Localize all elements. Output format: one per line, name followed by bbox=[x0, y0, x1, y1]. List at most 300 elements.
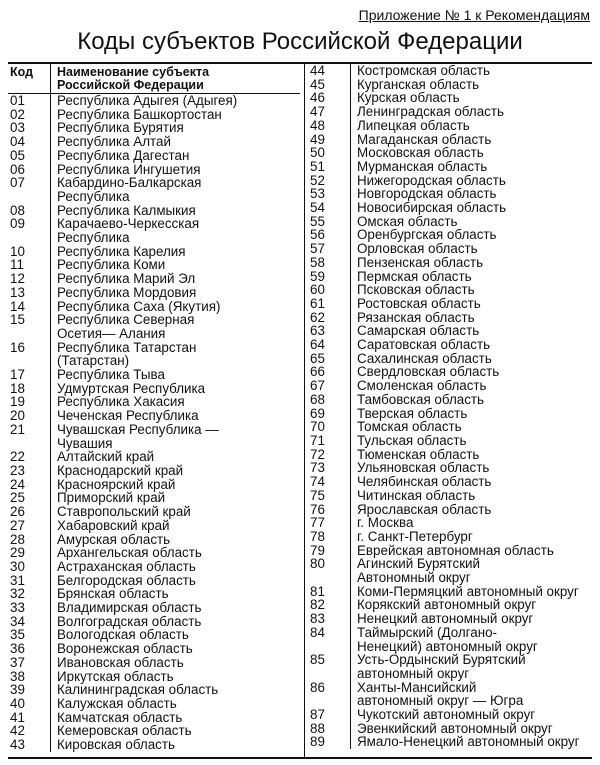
table-row bbox=[308, 393, 590, 407]
table-row bbox=[8, 217, 300, 244]
table-row bbox=[308, 78, 590, 92]
region-name bbox=[351, 187, 590, 201]
region-code: 34 bbox=[8, 615, 51, 629]
region-name-line: Усть-Ордынский Бурятский bbox=[357, 652, 526, 668]
table-row bbox=[8, 670, 300, 684]
region-code: 48 bbox=[308, 119, 351, 133]
region-name-line: Чувашия bbox=[57, 435, 113, 451]
table-row bbox=[8, 94, 300, 108]
table-row bbox=[308, 105, 590, 119]
region-name bbox=[51, 313, 300, 340]
region-name bbox=[351, 105, 590, 119]
region-name bbox=[51, 258, 300, 272]
region-name bbox=[51, 615, 300, 629]
table-row bbox=[308, 530, 590, 544]
region-name bbox=[351, 708, 590, 722]
region-name bbox=[51, 642, 300, 656]
region-code: 32 bbox=[8, 587, 51, 601]
region-name bbox=[51, 450, 300, 464]
region-name bbox=[351, 283, 590, 297]
region-name bbox=[51, 176, 300, 203]
region-name bbox=[351, 78, 590, 92]
region-code: 51 bbox=[308, 160, 351, 174]
table-row bbox=[308, 544, 590, 558]
region-name-line: Псковская область bbox=[357, 282, 475, 298]
region-code: 04 bbox=[8, 135, 51, 149]
region-name-line: Московская область bbox=[357, 145, 484, 161]
table-row bbox=[308, 598, 590, 612]
region-name bbox=[51, 94, 300, 108]
region-name-line: Еврейская автономная область bbox=[357, 542, 554, 558]
region-name-line: Воронежская область bbox=[57, 641, 193, 657]
region-name-line: Костромская область bbox=[357, 63, 491, 78]
region-name-line: Республика Башкортостан bbox=[57, 106, 222, 122]
table-row bbox=[8, 341, 300, 368]
appendix-label: Приложение № 1 к Рекомендациям bbox=[358, 7, 590, 23]
table-row bbox=[308, 489, 590, 503]
header-name bbox=[51, 64, 300, 93]
region-code: 35 bbox=[8, 628, 51, 642]
region-code: 86 bbox=[308, 681, 351, 708]
region-name bbox=[351, 64, 590, 78]
table-body-left bbox=[8, 94, 300, 752]
region-code: 30 bbox=[8, 560, 51, 574]
region-code: 45 bbox=[308, 78, 351, 92]
table-row bbox=[308, 585, 590, 599]
region-name bbox=[51, 574, 300, 588]
table-row bbox=[8, 368, 300, 382]
region-name bbox=[351, 544, 590, 558]
region-name-line: Ставропольский край bbox=[57, 504, 191, 520]
region-name-line: Республика Бурятия bbox=[57, 120, 184, 136]
region-name-line: Агинский Бурятский bbox=[357, 556, 481, 572]
region-code: 17 bbox=[8, 368, 51, 382]
region-name-line: Астраханская область bbox=[57, 558, 196, 574]
region-name-line: Эвенкийский автономный округ bbox=[357, 720, 553, 736]
region-code: 07 bbox=[8, 176, 51, 203]
region-name-line: Калининградская область bbox=[57, 682, 219, 698]
region-name bbox=[51, 683, 300, 697]
region-code: 58 bbox=[308, 256, 351, 270]
table-row bbox=[8, 642, 300, 656]
region-name bbox=[351, 448, 590, 462]
region-code: 05 bbox=[8, 149, 51, 163]
table-row bbox=[308, 735, 590, 749]
table-row bbox=[308, 352, 590, 366]
region-name bbox=[351, 626, 590, 653]
region-name bbox=[351, 297, 590, 311]
region-code: 55 bbox=[308, 215, 351, 229]
table-row bbox=[308, 324, 590, 338]
region-name-line: автономный округ — Югра bbox=[357, 693, 524, 709]
region-name-line: Республика Калмыкия bbox=[57, 202, 196, 218]
table-row bbox=[8, 409, 300, 423]
table-row bbox=[308, 201, 590, 215]
region-name-line: Республика Хакасия bbox=[57, 394, 185, 410]
region-code: 80 bbox=[308, 557, 351, 584]
table-row bbox=[308, 215, 590, 229]
region-name-line: Республика Марий Эл bbox=[57, 271, 196, 287]
region-code: 19 bbox=[8, 395, 51, 409]
table-row bbox=[308, 119, 590, 133]
region-name-line: Ульяновская область bbox=[357, 460, 490, 476]
region-name bbox=[351, 324, 590, 338]
region-code: 10 bbox=[8, 245, 51, 259]
region-name-line: Республика bbox=[57, 230, 130, 246]
region-name bbox=[51, 546, 300, 560]
region-name-line: Сахалинская область bbox=[357, 350, 492, 366]
region-code: 25 bbox=[8, 491, 51, 505]
table-row bbox=[308, 503, 590, 517]
region-code: 40 bbox=[8, 697, 51, 711]
region-name-line: (Татарстан) bbox=[57, 353, 130, 369]
region-code: 26 bbox=[8, 505, 51, 519]
region-code: 68 bbox=[308, 393, 351, 407]
region-name bbox=[351, 557, 590, 584]
region-name-line: г. Санкт-Петербург bbox=[357, 528, 473, 544]
region-name-line: Иркутская область bbox=[57, 668, 174, 684]
table-row bbox=[308, 91, 590, 105]
region-name bbox=[351, 365, 590, 379]
table-row bbox=[308, 283, 590, 297]
region-name bbox=[51, 272, 300, 286]
region-name bbox=[51, 423, 300, 450]
region-code: 23 bbox=[8, 464, 51, 478]
table-row bbox=[308, 708, 590, 722]
table-row bbox=[308, 407, 590, 421]
region-name bbox=[51, 300, 300, 314]
region-name bbox=[51, 464, 300, 478]
table-row bbox=[308, 270, 590, 284]
region-name bbox=[351, 653, 590, 680]
region-name-line: Рязанская область bbox=[357, 309, 475, 325]
table-row bbox=[8, 697, 300, 711]
table-row bbox=[8, 491, 300, 505]
table-row bbox=[308, 160, 590, 174]
table-row bbox=[308, 228, 590, 242]
region-code: 27 bbox=[8, 519, 51, 533]
table-row bbox=[308, 338, 590, 352]
table-row bbox=[8, 108, 300, 122]
region-name-line: Республика Мордовия bbox=[57, 284, 197, 300]
table-row bbox=[8, 519, 300, 533]
region-name bbox=[51, 724, 300, 738]
region-code: 03 bbox=[8, 121, 51, 135]
table-row bbox=[308, 475, 590, 489]
region-code: 15 bbox=[8, 313, 51, 340]
region-name bbox=[351, 201, 590, 215]
table-row bbox=[308, 461, 590, 475]
region-name-line: Республика Коми bbox=[57, 257, 166, 273]
region-code: 11 bbox=[8, 258, 51, 272]
region-name bbox=[51, 341, 300, 368]
table-row bbox=[8, 163, 300, 177]
table-row bbox=[8, 135, 300, 149]
table-row bbox=[8, 560, 300, 574]
region-name bbox=[351, 91, 590, 105]
table-row bbox=[308, 681, 590, 708]
table-row bbox=[308, 379, 590, 393]
table-row bbox=[8, 313, 300, 340]
region-name-line: Корякский автономный округ bbox=[357, 597, 537, 613]
table-left-column bbox=[8, 64, 300, 752]
region-name-line: Удмуртская Республика bbox=[57, 380, 206, 396]
table-row bbox=[308, 146, 590, 160]
region-name bbox=[51, 245, 300, 259]
header-code: Код bbox=[8, 64, 51, 93]
table-row bbox=[8, 656, 300, 670]
region-code: 14 bbox=[8, 300, 51, 314]
region-name bbox=[351, 146, 590, 160]
region-name-line: Кемеровская область bbox=[57, 723, 192, 739]
region-code: 88 bbox=[308, 722, 351, 736]
region-name-line: Приморский край bbox=[57, 490, 166, 506]
region-name-line: Республика Ингушетия bbox=[57, 161, 201, 177]
region-name bbox=[351, 379, 590, 393]
region-name bbox=[351, 393, 590, 407]
region-code: 60 bbox=[308, 283, 351, 297]
region-name-line: Тверская область bbox=[357, 405, 468, 421]
region-name-line: Самарская область bbox=[357, 323, 480, 339]
region-code: 53 bbox=[308, 187, 351, 201]
region-name bbox=[351, 338, 590, 352]
table-row bbox=[308, 365, 590, 379]
region-code: 29 bbox=[8, 546, 51, 560]
region-code: 57 bbox=[308, 242, 351, 256]
region-name-line: Архангельская область bbox=[57, 545, 202, 561]
region-name bbox=[51, 697, 300, 711]
region-code: 64 bbox=[308, 338, 351, 352]
region-name-line: Хабаровский край bbox=[57, 517, 170, 533]
region-name-line: Нижегородская область bbox=[357, 172, 506, 188]
region-code: 42 bbox=[8, 724, 51, 738]
region-name bbox=[351, 228, 590, 242]
table-row bbox=[8, 149, 300, 163]
region-code: 43 bbox=[8, 738, 51, 752]
region-name-line: Брянская область bbox=[57, 586, 169, 602]
region-name-line: Амурская область bbox=[57, 531, 171, 547]
region-name bbox=[351, 311, 590, 325]
region-name bbox=[351, 407, 590, 421]
region-name bbox=[51, 601, 300, 615]
region-name-line: Пензенская область bbox=[357, 254, 484, 270]
region-code: 67 bbox=[308, 379, 351, 393]
region-code: 31 bbox=[8, 574, 51, 588]
region-name bbox=[51, 204, 300, 218]
region-name bbox=[351, 598, 590, 612]
table-row bbox=[8, 478, 300, 492]
region-code: 89 bbox=[308, 735, 351, 749]
table-row bbox=[8, 286, 300, 300]
region-code: 59 bbox=[308, 270, 351, 284]
table-row bbox=[8, 258, 300, 272]
region-name-line: Республика bbox=[57, 188, 130, 204]
region-name bbox=[51, 560, 300, 574]
region-name-line: Красноярский край bbox=[57, 476, 176, 492]
region-code: 09 bbox=[8, 217, 51, 244]
table-row bbox=[308, 64, 590, 78]
region-code: 78 bbox=[308, 530, 351, 544]
region-name bbox=[51, 628, 300, 642]
region-code: 36 bbox=[8, 642, 51, 656]
region-name-line: Оренбургская область bbox=[357, 227, 497, 243]
page-title: Коды субъектов Российской Федерации bbox=[77, 28, 523, 55]
table-row bbox=[8, 546, 300, 560]
region-name-line: Чукотский автономный округ bbox=[357, 707, 536, 723]
region-name-line: Мурманская область bbox=[357, 158, 488, 174]
table-row bbox=[308, 133, 590, 147]
region-name-line: Осетия— Алания bbox=[57, 325, 166, 341]
region-name bbox=[51, 395, 300, 409]
region-name bbox=[51, 409, 300, 423]
table-row bbox=[308, 297, 590, 311]
region-name-line: Республика Северная bbox=[57, 312, 195, 328]
region-code: 85 bbox=[308, 653, 351, 680]
region-code: 44 bbox=[308, 64, 351, 78]
table-row bbox=[8, 574, 300, 588]
table-header bbox=[8, 64, 300, 94]
region-name-line: Калужская область bbox=[57, 695, 177, 711]
region-code: 87 bbox=[308, 708, 351, 722]
region-code: 62 bbox=[308, 311, 351, 325]
region-name-line: Автономный округ bbox=[357, 570, 471, 586]
region-name bbox=[51, 286, 300, 300]
region-code: 01 bbox=[8, 94, 51, 108]
region-name-line: Ростовская область bbox=[357, 295, 481, 311]
region-name-line: Смоленская область bbox=[357, 378, 487, 394]
region-name-line: Саратовская область bbox=[357, 337, 491, 353]
region-name-line: Республика Дагестан bbox=[57, 147, 190, 163]
region-name-line: Кабардино-Балкарская bbox=[57, 175, 202, 191]
table-row bbox=[8, 587, 300, 601]
table-row bbox=[8, 628, 300, 642]
table-row bbox=[308, 612, 590, 626]
table-row bbox=[8, 724, 300, 738]
table-row bbox=[8, 176, 300, 203]
region-name-line: Ямало-Ненецкий автономный округ bbox=[357, 734, 580, 750]
table-row bbox=[8, 683, 300, 697]
region-code: 81 bbox=[308, 585, 351, 599]
table-row bbox=[308, 626, 590, 653]
region-name bbox=[351, 215, 590, 229]
region-name bbox=[51, 491, 300, 505]
region-name-line: Ивановская область bbox=[57, 654, 184, 670]
region-name bbox=[51, 163, 300, 177]
table-row bbox=[308, 722, 590, 736]
region-code: 33 bbox=[8, 601, 51, 615]
table-row bbox=[8, 423, 300, 450]
region-name bbox=[351, 119, 590, 133]
region-code: 50 bbox=[308, 146, 351, 160]
region-name bbox=[351, 133, 590, 147]
region-name bbox=[51, 505, 300, 519]
header-name-line: Российской Федерации bbox=[57, 78, 204, 92]
region-name-line: Тюменская область bbox=[357, 446, 480, 462]
table-body-right bbox=[308, 64, 590, 749]
region-name bbox=[351, 489, 590, 503]
region-code: 52 bbox=[308, 174, 351, 188]
region-name bbox=[51, 670, 300, 684]
region-name bbox=[351, 503, 590, 517]
region-name bbox=[51, 711, 300, 725]
table-row bbox=[308, 653, 590, 680]
table-row bbox=[8, 505, 300, 519]
region-code: 61 bbox=[308, 297, 351, 311]
region-name-line: Карачаево-Черкесская bbox=[57, 216, 200, 232]
table-row bbox=[8, 615, 300, 629]
region-code: 84 bbox=[308, 626, 351, 653]
table-row bbox=[8, 450, 300, 464]
region-code: 77 bbox=[308, 516, 351, 530]
region-name-line: Новгородская область bbox=[357, 186, 497, 202]
table-row bbox=[8, 382, 300, 396]
table-row bbox=[308, 256, 590, 270]
region-name-line: Республика Татарстан bbox=[57, 339, 197, 355]
region-code: 79 bbox=[308, 544, 351, 558]
region-name bbox=[51, 149, 300, 163]
region-name-line: Орловская область bbox=[357, 241, 478, 257]
region-code: 76 bbox=[308, 503, 351, 517]
codes-table bbox=[8, 62, 592, 759]
table-row bbox=[8, 464, 300, 478]
region-code: 37 bbox=[8, 656, 51, 670]
region-name bbox=[51, 587, 300, 601]
region-code: 21 bbox=[8, 423, 51, 450]
region-name-line: Тульская область bbox=[357, 432, 467, 448]
region-name bbox=[351, 722, 590, 736]
region-code: 13 bbox=[8, 286, 51, 300]
column-divider bbox=[304, 64, 305, 757]
region-name bbox=[351, 242, 590, 256]
table-row bbox=[308, 187, 590, 201]
region-name bbox=[351, 174, 590, 188]
region-code: 22 bbox=[8, 450, 51, 464]
region-name-line: автономный округ bbox=[357, 665, 470, 681]
table-row bbox=[308, 420, 590, 434]
region-name-line: Ненецкий автономный округ bbox=[357, 611, 534, 627]
region-code: 72 bbox=[308, 448, 351, 462]
table-row bbox=[308, 311, 590, 325]
region-name-line: Республика Карелия bbox=[57, 243, 186, 259]
region-name bbox=[351, 475, 590, 489]
region-code: 82 bbox=[308, 598, 351, 612]
region-name bbox=[351, 461, 590, 475]
region-name-line: Республика Адыгея (Адыгея) bbox=[57, 93, 238, 108]
region-code: 24 bbox=[8, 478, 51, 492]
region-name bbox=[351, 420, 590, 434]
table-row bbox=[8, 711, 300, 725]
region-name-line: Читинская область bbox=[357, 487, 476, 503]
region-code: 46 bbox=[308, 91, 351, 105]
table-row bbox=[308, 434, 590, 448]
region-name bbox=[351, 530, 590, 544]
region-code: 54 bbox=[308, 201, 351, 215]
table-row bbox=[8, 272, 300, 286]
region-code: 74 bbox=[308, 475, 351, 489]
region-name bbox=[51, 368, 300, 382]
region-name-line: Чувашская Республика — bbox=[57, 421, 219, 437]
region-name-line: Республика Алтай bbox=[57, 134, 171, 150]
region-name-line: г. Москва bbox=[357, 515, 414, 531]
region-name-line: Пермская область bbox=[357, 268, 472, 284]
region-name-line: Вологодская область bbox=[57, 627, 189, 643]
region-name-line: Белгородская область bbox=[57, 572, 196, 588]
region-name bbox=[351, 256, 590, 270]
region-name bbox=[351, 681, 590, 708]
region-code: 47 bbox=[308, 105, 351, 119]
table-row bbox=[8, 533, 300, 547]
region-code: 83 bbox=[308, 612, 351, 626]
